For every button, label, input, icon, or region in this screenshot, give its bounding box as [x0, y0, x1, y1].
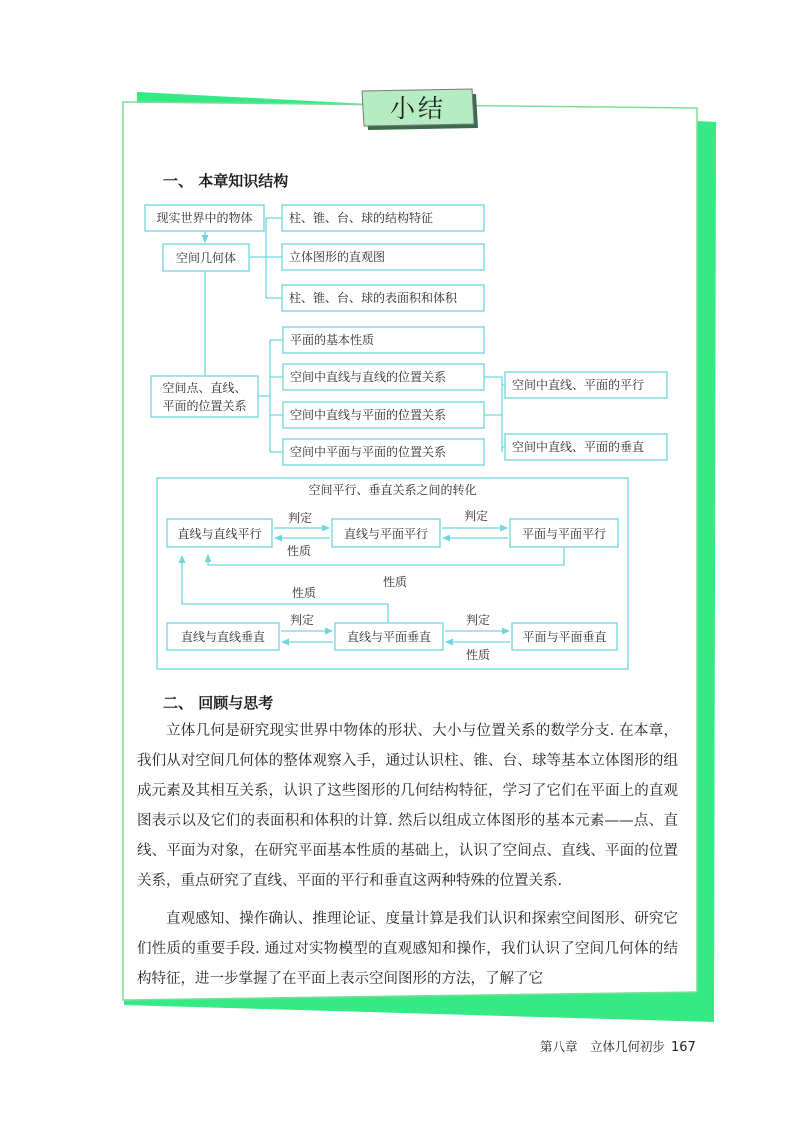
box-positional-relations-line1: 空间点、直线、 — [162, 381, 247, 395]
label-judge-3: 判定 — [290, 613, 315, 627]
label-property-3: 性质 — [292, 586, 317, 600]
box-line-plane-label: 空间中直线与平面的位置关系 — [290, 408, 447, 422]
line-plane-perpendicular-label: 直线与平面垂直 — [346, 630, 432, 644]
box-positional-relations — [151, 376, 258, 417]
box-line-plane-parallel — [332, 519, 440, 547]
box-line-line-perpendicular — [167, 623, 279, 650]
plane-plane-parallel-label: 平面与平面平行 — [521, 527, 607, 541]
box-spatial-solids — [163, 244, 249, 271]
line-line-perpendicular-label: 直线与直线垂直 — [180, 630, 266, 644]
box-line-plane — [283, 402, 484, 428]
box-plane-plane-perpendicular — [512, 623, 617, 650]
box-line-line-parallel — [167, 519, 272, 547]
box-plane-plane-label: 空间中平面与平面的位置关系 — [290, 445, 447, 459]
box-perpendicular-label: 空间中直线、平面的垂直 — [512, 440, 645, 454]
section-heading-knowledge-structure: 一、 本章知识结构 — [163, 172, 289, 190]
review-paragraph: 立体几何是研究现实世界中物体的形状、大小与位置关系的数学分支. 在本章，我们从对空间几何体的整体观察入手，通过认识柱、锥、台、球等基本立体图形的组成元素及其相互关系，认识了这些图形的几何结构特征，学习了它们在平面上的直观图表示以及它们的表面积和体积的计算. 然后以组成立体图形的基本元素——点、直线、平面为对象，在研究平面基本性质的基础上，认识了空间点、直线、平面的位置关系，重点研究了直线、平面的平行和垂直这两种特殊的位置关系. — [137, 723, 678, 889]
plane-plane-perpendicular-label: 平面与平面垂直 — [522, 630, 607, 644]
box-intuitive-view-label: 立体图形的直观图 — [289, 250, 386, 264]
line-plane-parallel-label: 直线与平面平行 — [343, 527, 429, 541]
label-judge-2: 判定 — [464, 509, 489, 523]
box-plane-basic — [283, 327, 484, 353]
label-property-1: 性质 — [287, 544, 312, 558]
box-line-line-label: 空间中直线与直线的位置关系 — [290, 370, 447, 384]
review-paragraph: 直观感知、操作确认、推理论证、度量计算是我们认识和探索空间图形、研究它们性质的重要手段. 通过对实物模型的直观感知和操作，我们认识了空间几何体的结构特征，进一步掌握了在平面上表示空间图形的方法，了解了它 — [137, 911, 678, 987]
box-real-objects-label: 现实世界中的物体 — [156, 211, 253, 225]
label-judge-4: 判定 — [466, 613, 491, 627]
box-area-volume — [282, 285, 484, 311]
page-footer — [540, 1037, 710, 1055]
box-plane-plane-parallel — [510, 519, 618, 547]
box-line-line — [283, 364, 484, 390]
footer-chapter: 第八章 立体几何初步 — [540, 1039, 666, 1054]
box-structure-features-label: 柱、锥、台、球的结构特征 — [289, 211, 434, 225]
box-perpendicular — [505, 434, 667, 460]
box-plane-basic-label: 平面的基本性质 — [290, 333, 375, 347]
transformation-panel — [157, 478, 628, 669]
box-intuitive-view — [282, 244, 484, 270]
box-structure-features — [282, 205, 484, 231]
label-judge-1: 判定 — [288, 511, 313, 525]
label-property-2: 性质 — [383, 575, 408, 589]
section-heading-review: 二、 回顾与思考 — [163, 694, 274, 712]
box-positional-relations-line2: 平面的位置关系 — [162, 399, 247, 413]
box-area-volume-label: 柱、锥、台、球的表面积和体积 — [289, 291, 458, 305]
box-parallel-label: 空间中直线、平面的平行 — [512, 378, 645, 392]
page-number: 167 — [671, 1040, 696, 1055]
transformation-title: 空间平行、垂直关系之间的转化 — [308, 483, 477, 497]
label-property-4: 性质 — [466, 648, 491, 662]
line-line-parallel-label: 直线与直线平行 — [177, 527, 262, 541]
box-parallel — [505, 372, 667, 398]
box-line-plane-perpendicular — [335, 623, 443, 650]
box-spatial-solids-label: 空间几何体 — [175, 251, 237, 265]
box-real-objects — [145, 205, 264, 231]
summary-title: 小结 — [389, 94, 446, 123]
box-plane-plane — [283, 439, 484, 465]
